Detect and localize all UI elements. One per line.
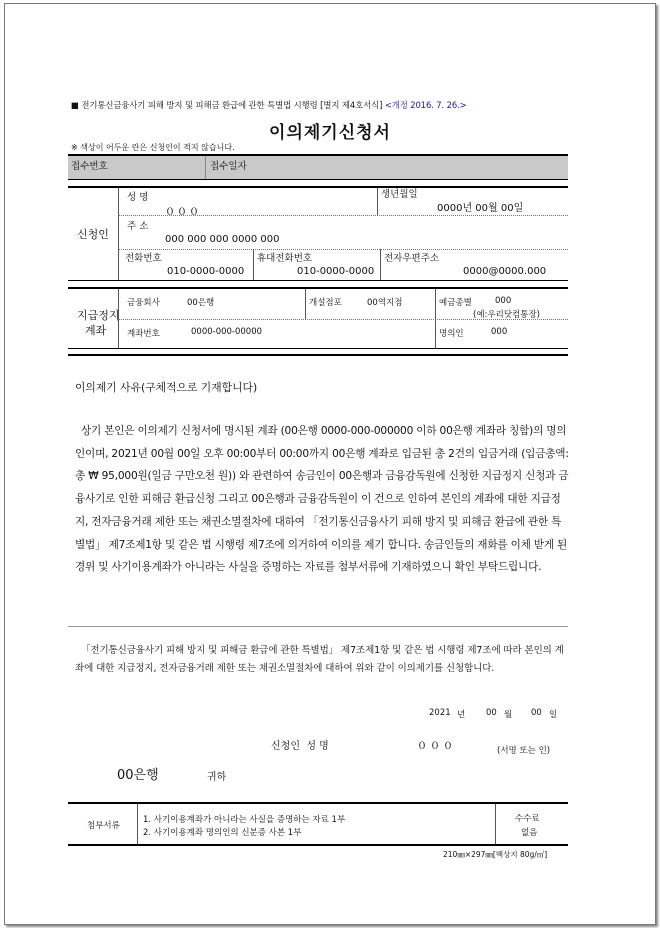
phone-number: 010-0000-0000 bbox=[167, 266, 245, 277]
account-number-label: 계좌번호 bbox=[127, 329, 160, 339]
signature-name: ０００ bbox=[417, 741, 456, 752]
attachments-label: 첨부서류 bbox=[87, 821, 120, 831]
holder-label: 명의인 bbox=[439, 329, 464, 339]
form-ref-text: ■ 전기통신금융사기 피해 방지 및 피해금 환급에 관한 특별법 시행령 [별지 제4호서식] bbox=[71, 100, 383, 110]
bank-name: 00은행 bbox=[187, 298, 215, 308]
fee-value: 없음 bbox=[521, 828, 538, 838]
account-top-rule bbox=[68, 287, 568, 289]
reason-heading: 이의제기 사유(구체적으로 기재합니다) bbox=[75, 381, 258, 394]
form-page bbox=[4, 3, 656, 925]
phone-label: 전화번호 bbox=[125, 253, 162, 264]
mobile-label: 휴대전화번호 bbox=[257, 253, 313, 264]
attachments-top-rule bbox=[68, 802, 568, 804]
date-month-unit: 월 bbox=[504, 710, 513, 720]
branch-label: 개설점포 bbox=[309, 298, 342, 308]
receipt-band bbox=[68, 156, 568, 179]
birth-date: 0000년 00월 00일 bbox=[437, 203, 524, 214]
attachment-item-1: 1. 사기이용계좌가 아니라는 사실을 증명하는 자료 1부 bbox=[143, 815, 346, 825]
reason-body: 상기 본인은 이의제기 신청서에 명시된 계좌 (00은행 0000-000-000000 이하 00은행 계좌라 칭함)의 명의인이며, 2021년 00월 00일 오후 00:00부터 00:00까지 00은행 계좌로 입금된 총 2건의 입금거래 (입금총액: 총 ₩ 95,000원(일금 구만오천 원)) 와 관련하여 송금인이 00은행과 금융감독원에 신청한 지급정지 신청과 금융사기로 인한 피해금 환급신청 그리고 00은행과 금융감독원이 이 건으로 인하여 본인의 계좌에 대한 지급정지, 전자금융거래 제한 또는 채권소멸절차에 대하여 「전기통신금융사기 피해 방지 및 피해금 환급에 관한 특별법」 제7조제1항 및 같은 법 시행령 제7조에 의거하여 이의를 제기 합니다. 송금인들의 재화를 이체 받게 된 경위 및 사기이용계좌가 아니라는 사실을 증명하는 자료를 첨부서류에 기재하였으니 확인 부탁드립니다. bbox=[75, 425, 569, 574]
attachment-item-2: 2. 사기이용계좌 명의인의 신분증 사본 1부 bbox=[143, 828, 302, 838]
email-label: 전자우편주소 bbox=[384, 253, 440, 264]
receipt-date-label: 접수일자 bbox=[210, 161, 247, 172]
form-reference bbox=[71, 99, 467, 111]
account-label-1: 지급정지 bbox=[77, 309, 120, 322]
date-month: 00 bbox=[486, 708, 497, 718]
applicant-top-rule bbox=[68, 186, 568, 188]
date-year-unit: 년 bbox=[457, 710, 466, 720]
account-number: 0000-000-00000 bbox=[191, 327, 263, 337]
revision-text: <개정 2016. 7. 26.> bbox=[384, 100, 467, 110]
address-label: 주 소 bbox=[127, 221, 149, 232]
recipient-name: 00은행 bbox=[117, 768, 159, 783]
signature-label: 신청인 성 명 bbox=[271, 741, 329, 752]
address: 000 000 000 0000 000 bbox=[165, 234, 280, 245]
paper-spec: 210㎜×297㎜[백상지 80g/㎡] bbox=[443, 850, 548, 859]
applicant-name: ０００ bbox=[165, 207, 201, 218]
deposit-type-label: 예금종별 bbox=[439, 298, 472, 308]
receipt-number-label: 접수번호 bbox=[71, 161, 108, 172]
reason-top-rule bbox=[68, 354, 568, 356]
applicant-label: 신청인 bbox=[77, 228, 109, 241]
branch-name: 00역지점 bbox=[367, 298, 403, 308]
signature-note: (서명 또는 인) bbox=[497, 746, 551, 756]
date-day: 00 bbox=[531, 708, 542, 718]
date-day-unit: 일 bbox=[549, 710, 558, 720]
page-title: 이의제기신청서 bbox=[269, 123, 391, 143]
mobile-number: 010-0000-0000 bbox=[297, 266, 375, 277]
deposit-type: 000 bbox=[495, 296, 512, 306]
declaration-text: 「전기통신금융사기 피해 방지 및 피해금 환급에 관한 특별법」 제7조제1항 및 같은 법 시행령 제7조에 따라 본인의 계좌에 대한 지급정지, 전자금융거래 제한 또는 채권소멸절차에 대하여 위와 같이 이의제기를 신청합니다. bbox=[75, 645, 564, 674]
deposit-example: (예:우리닷컴통장) bbox=[473, 310, 540, 320]
recipient-suffix: 귀하 bbox=[207, 772, 227, 783]
holder-name: 000 bbox=[491, 327, 508, 337]
birth-label: 생년월일 bbox=[381, 189, 418, 200]
date-year: 2021 bbox=[429, 708, 451, 718]
account-label-2: 계좌 bbox=[85, 324, 107, 337]
shaded-field-note: ※ 색상이 어두운 란은 신청인이 적지 않습니다. bbox=[71, 143, 235, 152]
bank-label: 금융회사 bbox=[127, 298, 160, 308]
name-label: 성 명 bbox=[127, 192, 149, 203]
email-address: 0000@0000.000 bbox=[463, 266, 547, 277]
fee-label: 수수료 bbox=[515, 814, 540, 824]
